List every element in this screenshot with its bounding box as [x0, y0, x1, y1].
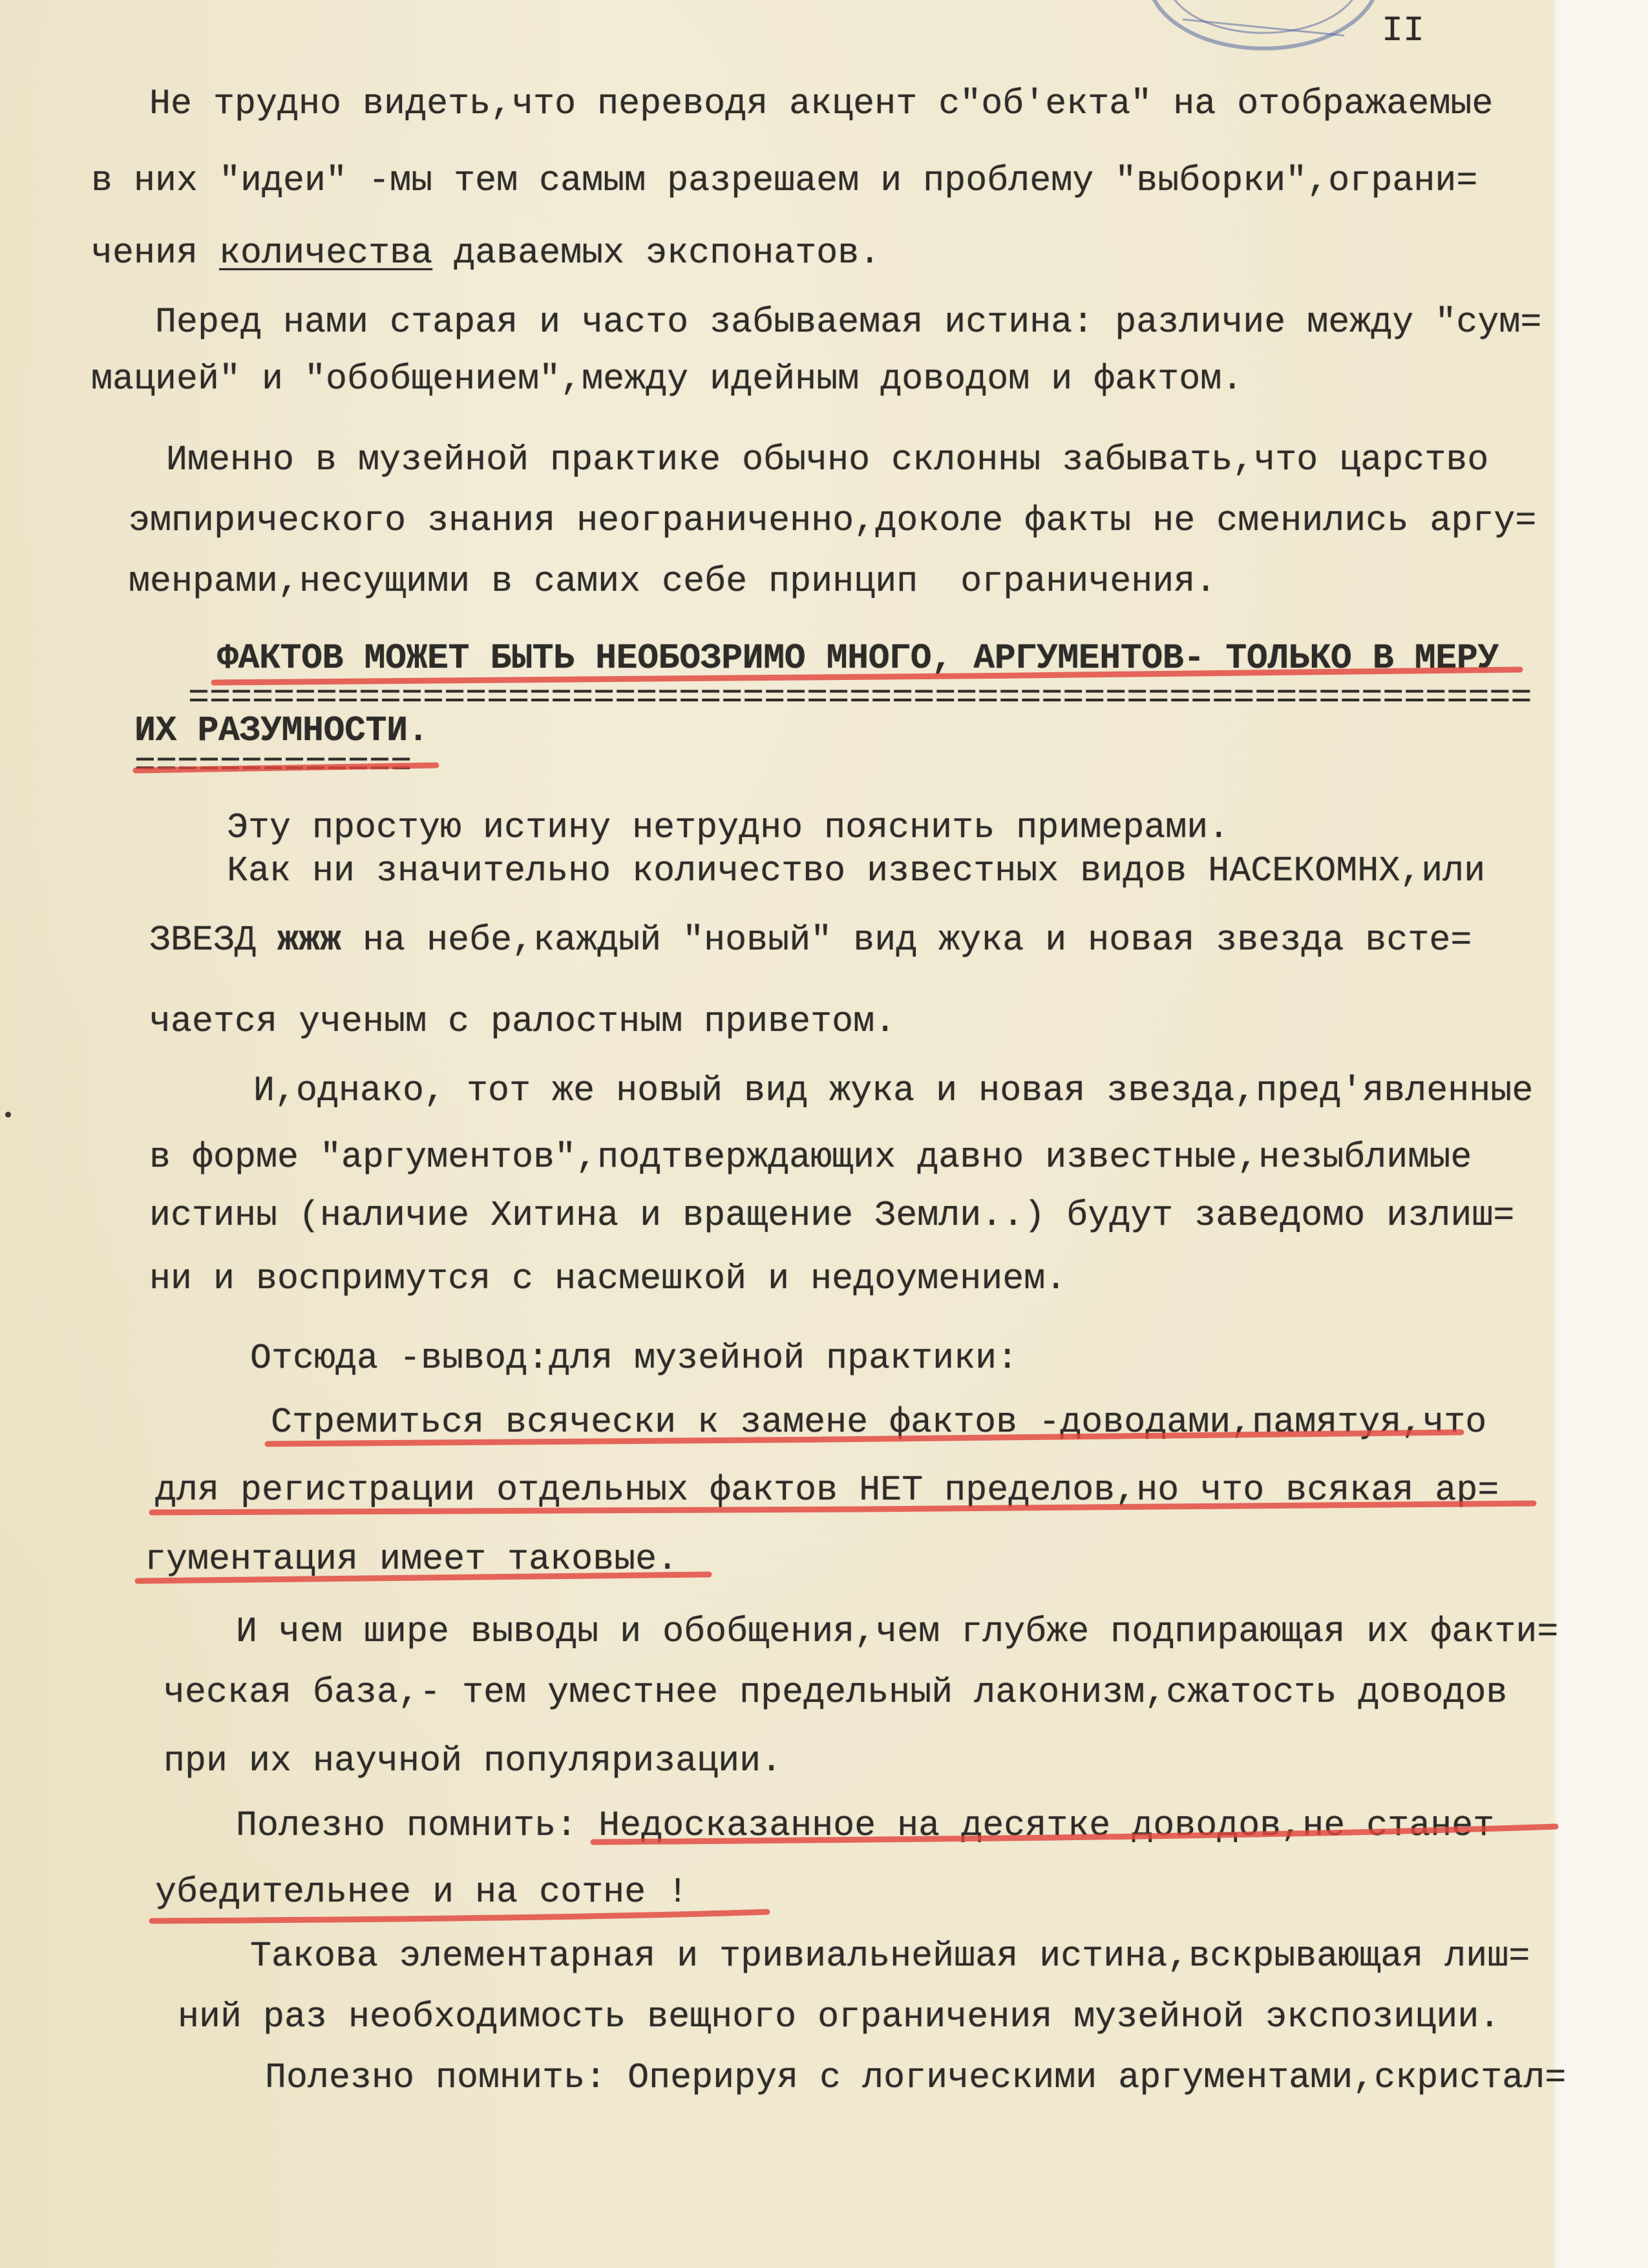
- text-line: Такова элементарная и тривиальнейшая истина,вскрывающая лиш=: [250, 1936, 1530, 1977]
- text-line: Эту простую истину нетрудно пояснить примерами.: [227, 807, 1230, 848]
- text-line: Отсюда -вывод:для музейной практики:: [250, 1338, 1019, 1379]
- text-segment: на небе,каждый "новый" вид жука и новая звезда всте=: [341, 920, 1472, 960]
- typed-double-underline: ===============================================================: [188, 677, 1532, 718]
- text-line: ческая база,- тем уместнее предельный лаконизм,сжатость доводов: [164, 1672, 1508, 1713]
- text-line: в форме "аргументов",подтверждающих давно известные,незыблимые: [149, 1137, 1472, 1178]
- margin-ink-dot: [5, 1112, 11, 1118]
- text-line: гументация имеет таковые.: [145, 1539, 679, 1580]
- red-pencil-underline: [152, 1912, 767, 1921]
- text-line: чается ученым с ралостным приветом.: [149, 1001, 896, 1042]
- text-segment: ЗВЕЗД: [149, 920, 278, 960]
- struck-out-text: жжж: [277, 920, 342, 960]
- underlined-word: количества: [219, 233, 433, 273]
- emphasized-statement-line: ФАКТОВ МОЖЕТ БЫТЬ НЕОБОЗРИМО МНОГО, АРГУМЕНТОВ- ТОЛЬКО В МЕРУ: [217, 638, 1499, 679]
- text-line: Перед нами старая и часто забываемая истина: различие между "сум=: [155, 302, 1542, 343]
- text-line: при их научной популяризации.: [164, 1741, 783, 1781]
- emphasized-statement-line: ИХ РАЗУМНОСТИ.: [134, 710, 429, 751]
- typed-double-underline: =============: [134, 745, 412, 786]
- text-line: Не трудно видеть,что переводя акцент с"об'екта" на отображаемые: [149, 83, 1494, 124]
- text-line: И,однако, тот же новый вид жука и новая звезда,пред'явленные: [253, 1070, 1534, 1111]
- text-line: убедительнее и на сотне !: [155, 1872, 689, 1913]
- text-line: ни и воспримутся с насмешкой и недоумением.: [149, 1258, 1067, 1299]
- text-line: И чем шире выводы и обобщения,чем глубже подпирающая их факти=: [236, 1611, 1559, 1652]
- text-line: менрами,несущими в самих себе принцип ограничения.: [129, 561, 1217, 602]
- text-line: Стремиться всячески к замене фактов -доводами,памятуя,что: [271, 1402, 1487, 1443]
- text-line: ний раз необходимость вещного ограничения музейной экспозиции.: [178, 1997, 1501, 2037]
- text-line: [91, 234, 880, 273]
- text-line: Как ни значительно количество известных видов НАСЕКОМНХ,или: [227, 851, 1486, 891]
- text-line: эмпирического знания неограниченно,доколе факты не сменились аргу=: [129, 500, 1537, 541]
- text-segment: чения: [91, 233, 220, 273]
- text-line: в них "идеи" -мы тем самым разрешаем и проблему "выборки",ограни=: [91, 160, 1478, 201]
- text-line: Именно в музейной практике обычно склонны забывать,что царство: [166, 440, 1489, 480]
- text-line: [149, 921, 1472, 960]
- text-line: мацией" и "обобщением",между идейным доводом и фактом.: [91, 359, 1243, 399]
- text-line: Полезно помнить: Недосказанное на десятке доводов,не станет: [236, 1805, 1495, 1846]
- page-number: II: [1382, 10, 1425, 51]
- text-segment: даваемых экспонатов.: [432, 233, 881, 273]
- text-line: для регистрации отдельных фактов НЕТ пределов,но что всякая ар=: [155, 1470, 1499, 1510]
- text-line: Полезно помнить: Оперируя с логическими аргументами,скристал=: [265, 2057, 1567, 2098]
- archive-stamp: [1148, 0, 1379, 48]
- text-line: истины (наличие Хитина и вращение Земли..) будут заведомо излиш=: [149, 1195, 1515, 1236]
